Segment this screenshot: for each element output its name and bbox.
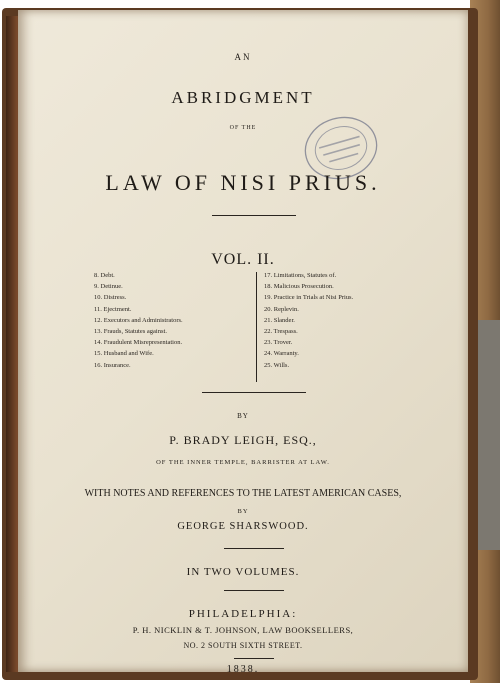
background-object <box>478 320 500 550</box>
by-label: BY <box>237 412 249 420</box>
contents-list-left <box>94 270 183 371</box>
contents-item: 15. Husband and Wife. <box>94 350 154 358</box>
title-of-the: OF THE <box>229 125 257 131</box>
contents-item: 24. Warranty. <box>264 350 299 358</box>
title-page <box>18 10 468 675</box>
publisher-name: P. H. NICKLIN & T. JOHNSON, LAW BOOKSELLERS, <box>132 625 354 635</box>
contents-divider <box>256 272 257 382</box>
contents-item: 11. Ejectment. <box>94 305 132 313</box>
by-label-2: BY <box>237 508 249 515</box>
contents-item: 8. Debt. <box>94 272 115 279</box>
contents-list-right <box>264 270 353 371</box>
contents-item: 22. Trespass. <box>264 328 298 336</box>
contents-item: 14. Fraudulent Misrepresentation. <box>94 339 183 347</box>
contents-item: 25. Wills. <box>264 361 290 369</box>
publication-year: 1838. <box>226 664 260 675</box>
contents-item: 13. Frauds, Statutes against. <box>94 328 167 336</box>
notes-line: WITH NOTES AND REFERENCES TO THE LATEST AMERICAN CASES, <box>84 488 402 499</box>
contents-item: 18. Malicious Prosecution. <box>264 283 334 291</box>
title-an: AN <box>234 52 252 62</box>
publisher-address: NO. 2 SOUTH SIXTH STREET. <box>183 641 303 650</box>
editor-name: GEORGE SHARSWOOD. <box>177 521 309 532</box>
author-name: P. BRADY LEIGH, ESQ., <box>169 433 317 447</box>
contents-item: 17. Limitations, Statutes of. <box>264 272 337 279</box>
contents-item: 23. Trover. <box>264 339 293 347</box>
publisher-city: PHILADELPHIA: <box>188 608 298 620</box>
contents-item: 9. Detinue. <box>94 283 123 291</box>
divider-rule <box>224 548 284 549</box>
divider-rule <box>234 658 274 659</box>
contents-item: 16. Insurance. <box>94 361 131 369</box>
book-title: LAW OF NISI PRIUS. <box>105 170 381 195</box>
contents-item: 12. Executors and Administrators. <box>94 316 183 324</box>
divider-rule <box>224 590 284 591</box>
volumes-label: IN TWO VOLUMES. <box>186 566 300 578</box>
contents-item: 21. Slander. <box>264 316 295 324</box>
divider-rule <box>212 215 296 216</box>
author-affiliation: OF THE INNER TEMPLE, BARRISTER AT LAW. <box>156 459 330 466</box>
contents-item: 20. Replevin. <box>264 305 299 313</box>
divider-rule <box>202 392 306 393</box>
volume-label: VOL. II. <box>211 251 275 268</box>
contents-item: 19. Practice in Trials at Nisi Prius. <box>264 294 354 302</box>
contents-item: 10. Distress. <box>94 294 127 302</box>
title-abridgment: ABRIDGMENT <box>171 88 315 107</box>
